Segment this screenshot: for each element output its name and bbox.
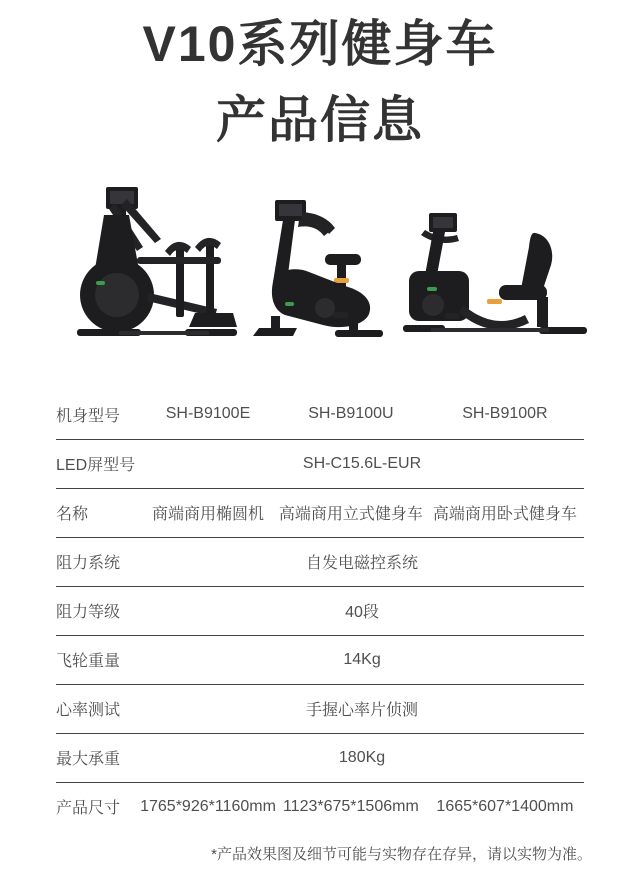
row-label: LED屏型号 [56, 439, 140, 488]
page-title-line2: 产品信息 [216, 92, 424, 148]
row-label: 阻力系统 [56, 537, 140, 586]
elliptical-trainer-image [49, 185, 239, 340]
table-row-heart-rate [56, 684, 584, 733]
row-value: 14Kg [140, 635, 584, 684]
table-row-model [56, 390, 584, 439]
row-value: 1765*926*1160mm [140, 797, 276, 815]
disclaimer-note: *产品效果图及细节可能与实物存在存异，请以实物为准。 [211, 846, 592, 863]
row-value: 自发电磁控系统 [140, 537, 584, 586]
recumbent-exercise-bike-image [401, 213, 591, 340]
row-label: 阻力等级 [56, 586, 140, 635]
table-row-dimensions [56, 782, 584, 831]
row-value: 高端商用卧式健身车 [426, 488, 584, 537]
row-label: 机身型号 [56, 390, 140, 439]
page-title [0, 6, 640, 158]
row-value: SH-C15.6L-EUR [140, 439, 584, 488]
row-label: 飞轮重量 [56, 635, 140, 684]
table-row-resistance-levels [56, 586, 584, 635]
row-value: 高端商用立式健身车 [276, 488, 426, 537]
table-row-max-load [56, 733, 584, 782]
row-label: 最大承重 [56, 733, 140, 782]
row-value: 商端商用椭圆机 [140, 488, 276, 537]
table-row-flywheel-weight [56, 635, 584, 684]
row-label: 心率测试 [56, 684, 140, 733]
row-value: 手握心率片侦测 [140, 684, 584, 733]
spec-table [56, 390, 584, 831]
table-row-led-screen [56, 439, 584, 488]
row-label: 名称 [56, 488, 140, 537]
table-row-name [56, 488, 584, 537]
row-value: 180Kg [140, 733, 584, 782]
row-value: 1123*675*1506mm [282, 797, 419, 815]
row-value: 1665*607*1400mm [436, 797, 574, 815]
row-value: 40段 [140, 586, 584, 635]
row-label: 产品尺寸 [56, 800, 121, 818]
upright-exercise-bike-image [245, 198, 395, 340]
row-value: SH-B9100U [276, 390, 426, 439]
row-value: SH-B9100R [426, 390, 584, 439]
product-images-row [0, 180, 640, 340]
page-title-line1: V10系列健身车 [142, 16, 498, 72]
table-row-resistance-system [56, 537, 584, 586]
row-value: SH-B9100E [140, 390, 276, 439]
